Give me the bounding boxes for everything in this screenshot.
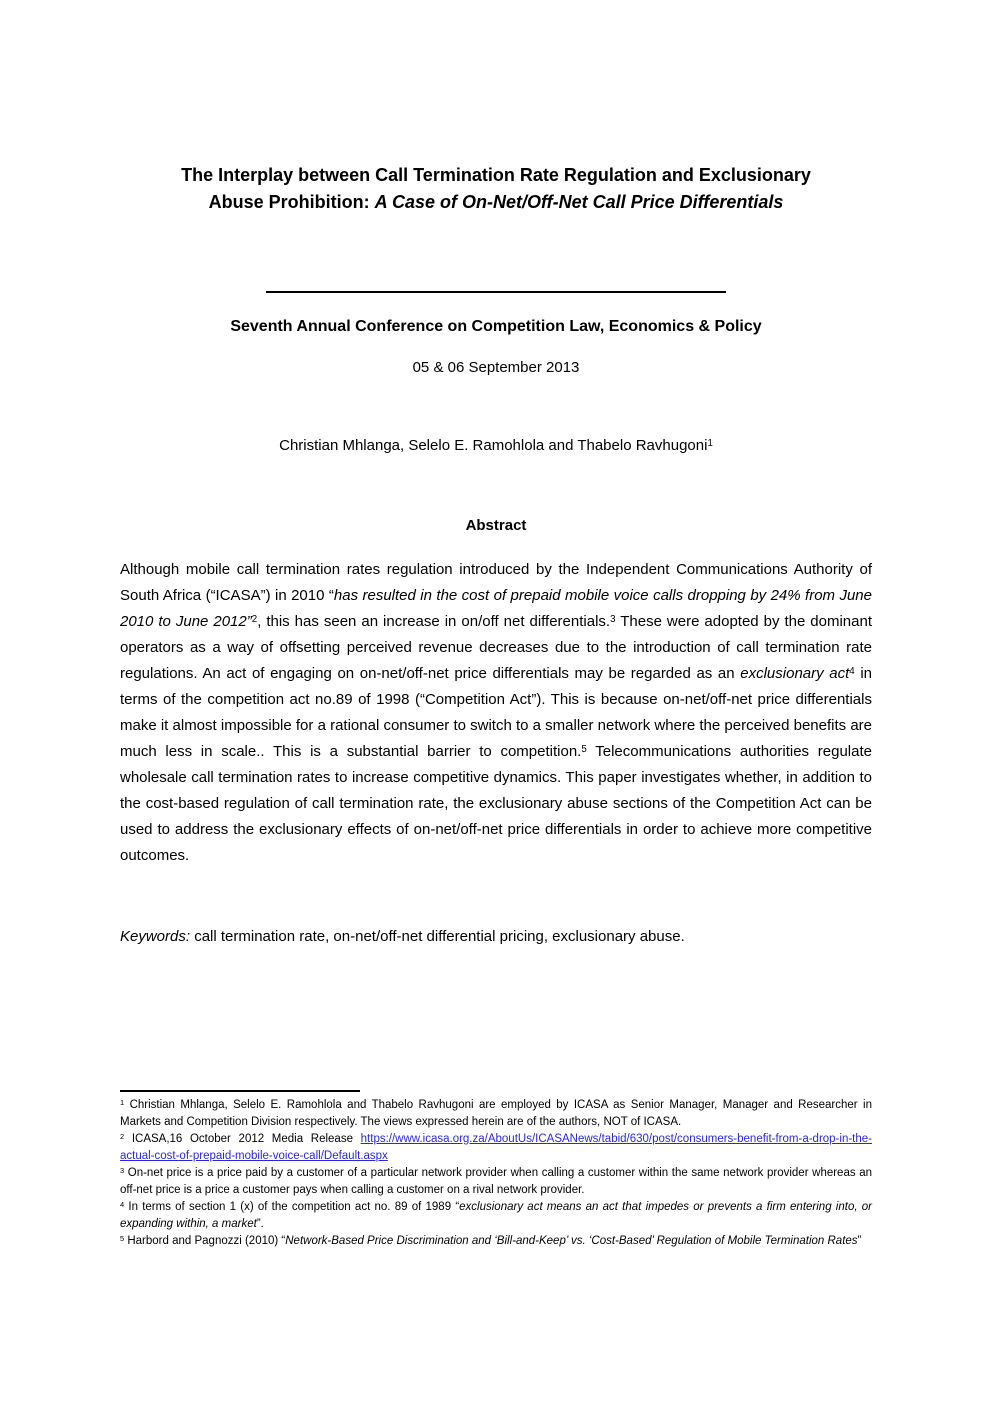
footnote-5 [120, 1233, 872, 1250]
abstract-heading: Abstract [465, 517, 527, 534]
text-segment: These were adopted by the dominant operators as a way of offsetting perceived revenue decreases due to the introduction of call termination rate regulations. An act of engaging on on-net/off-net price differentials may be regarded as an [120, 613, 873, 682]
text-segment: On-net price is a price paid by a customer of a particular network provider when calling a customer within the same network provider whereas an off-net price is a price a customer pays when calling a customer on a rival network provider. [120, 1167, 872, 1196]
superscript-marker: 3 [610, 613, 616, 625]
text-segment: Harbord and Pagnozzi (2010) “ [124, 1235, 286, 1247]
title-separator-line [266, 291, 726, 293]
text-segment: exclusionary act means an act that impedes or prevents a firm entering into, or expanding within, a market [120, 1201, 872, 1230]
paper-title-line2 [209, 192, 784, 212]
text-segment: ”. [256, 1218, 264, 1230]
text-segment: in terms of the competition act no.89 of 1998 (“Competition Act”). This is because on-net/off-net price differentials make it almost impossible for a rational consumer to switch to a smaller network where the perceived benefits are much less in scale.. This is a substantial barrier to competition. [120, 665, 873, 760]
conference-date: 05 & 06 September 2013 [412, 359, 580, 376]
footnote-1 [120, 1097, 872, 1131]
superscript-marker: 5 [581, 743, 587, 755]
text-segment: , this has seen an increase in on/off net differentials. [257, 613, 611, 630]
footnote-3 [120, 1165, 872, 1199]
abstract-paragraph [120, 557, 872, 869]
footnote-2 [120, 1131, 872, 1165]
text-segment: Christian Mhlanga, Selelo E. Ramohlola and Thabelo Ravhugoni are employed by ICASA as Senior Manager, Manager and Researcher in Markets and Competition Division respectively. The views expressed herein are of the authors, NOT of ICASA. [120, 1099, 872, 1128]
superscript-marker: 4 [849, 665, 855, 677]
superscript-marker: 4 [120, 1199, 125, 1209]
text-segment: has resulted in the cost of prepaid mobile voice calls dropping by 24% from June 2010 to June 2012” [120, 587, 872, 630]
text-segment: Network-Based Price Discrimination and ‘Bill-and-Keep’ vs. ‘Cost-Based’ Regulation of Mobile Termination Rates [285, 1235, 858, 1247]
text-segment: ” [857, 1235, 862, 1247]
conference-title: Seventh Annual Conference on Competition Law, Economics & Policy [230, 318, 762, 335]
text-segment: Keywords: [120, 928, 191, 945]
text-segment: exclusionary act [740, 665, 850, 682]
footnote-4 [120, 1199, 872, 1233]
paper-title [120, 0, 872, 216]
text-segment: Telecommunications authorities regulate wholesale call termination rates to increase competitive dynamics. This paper investigates whether, in addition to the cost-based regulation of call termination rate, the exclusionary abuse sections of the Competition Act can be used to address the exclusionary effects of on-net/off-net price differentials in order to achieve more competitive outcomes. [120, 743, 872, 864]
footnote-url-link[interactable]: https://www.icasa.org.za/AboutUs/ICASANews/tabid/630/post/consumers-benefit-from-a-drop-in-the-actual-cost-of-prepaid-mobile-voice-call/Default.aspx [120, 1133, 872, 1162]
text-segment: A Case of On-Net/Off-Net Call Price Differentials [374, 192, 784, 212]
text-segment: Although mobile call termination rates regulation introduced by the Independent Communications Authority of South Africa (“ICASA”) in 2010 “ [120, 561, 872, 604]
superscript-marker: 2 [251, 613, 258, 625]
superscript-marker: 1 [120, 1097, 125, 1107]
superscript-marker: 5 [120, 1233, 125, 1243]
footnotes-section [120, 1097, 872, 1250]
superscript-marker: 2 [120, 1131, 125, 1141]
paper-title-line1: The Interplay between Call Termination Rate Regulation and Exclusionary [181, 165, 811, 185]
text-segment: ICASA,16 October 2012 Media Release [124, 1133, 361, 1145]
text-segment: In terms of section 1 (x) of the competition act no. 89 of 1989 “ [124, 1201, 460, 1213]
keywords-line [120, 926, 872, 948]
footnote-separator-line [120, 1090, 360, 1092]
text-segment: call termination rate, on-net/off-net differential pricing, exclusionary abuse. [190, 928, 685, 945]
text-segment: Abuse Prohibition: [208, 192, 375, 212]
authors-line [120, 436, 872, 456]
text-segment: Christian Mhlanga, Selelo E. Ramohlola and Thabelo Ravhugoni [279, 437, 708, 454]
superscript-marker: 3 [120, 1165, 125, 1175]
superscript-marker: 1 [707, 437, 713, 449]
